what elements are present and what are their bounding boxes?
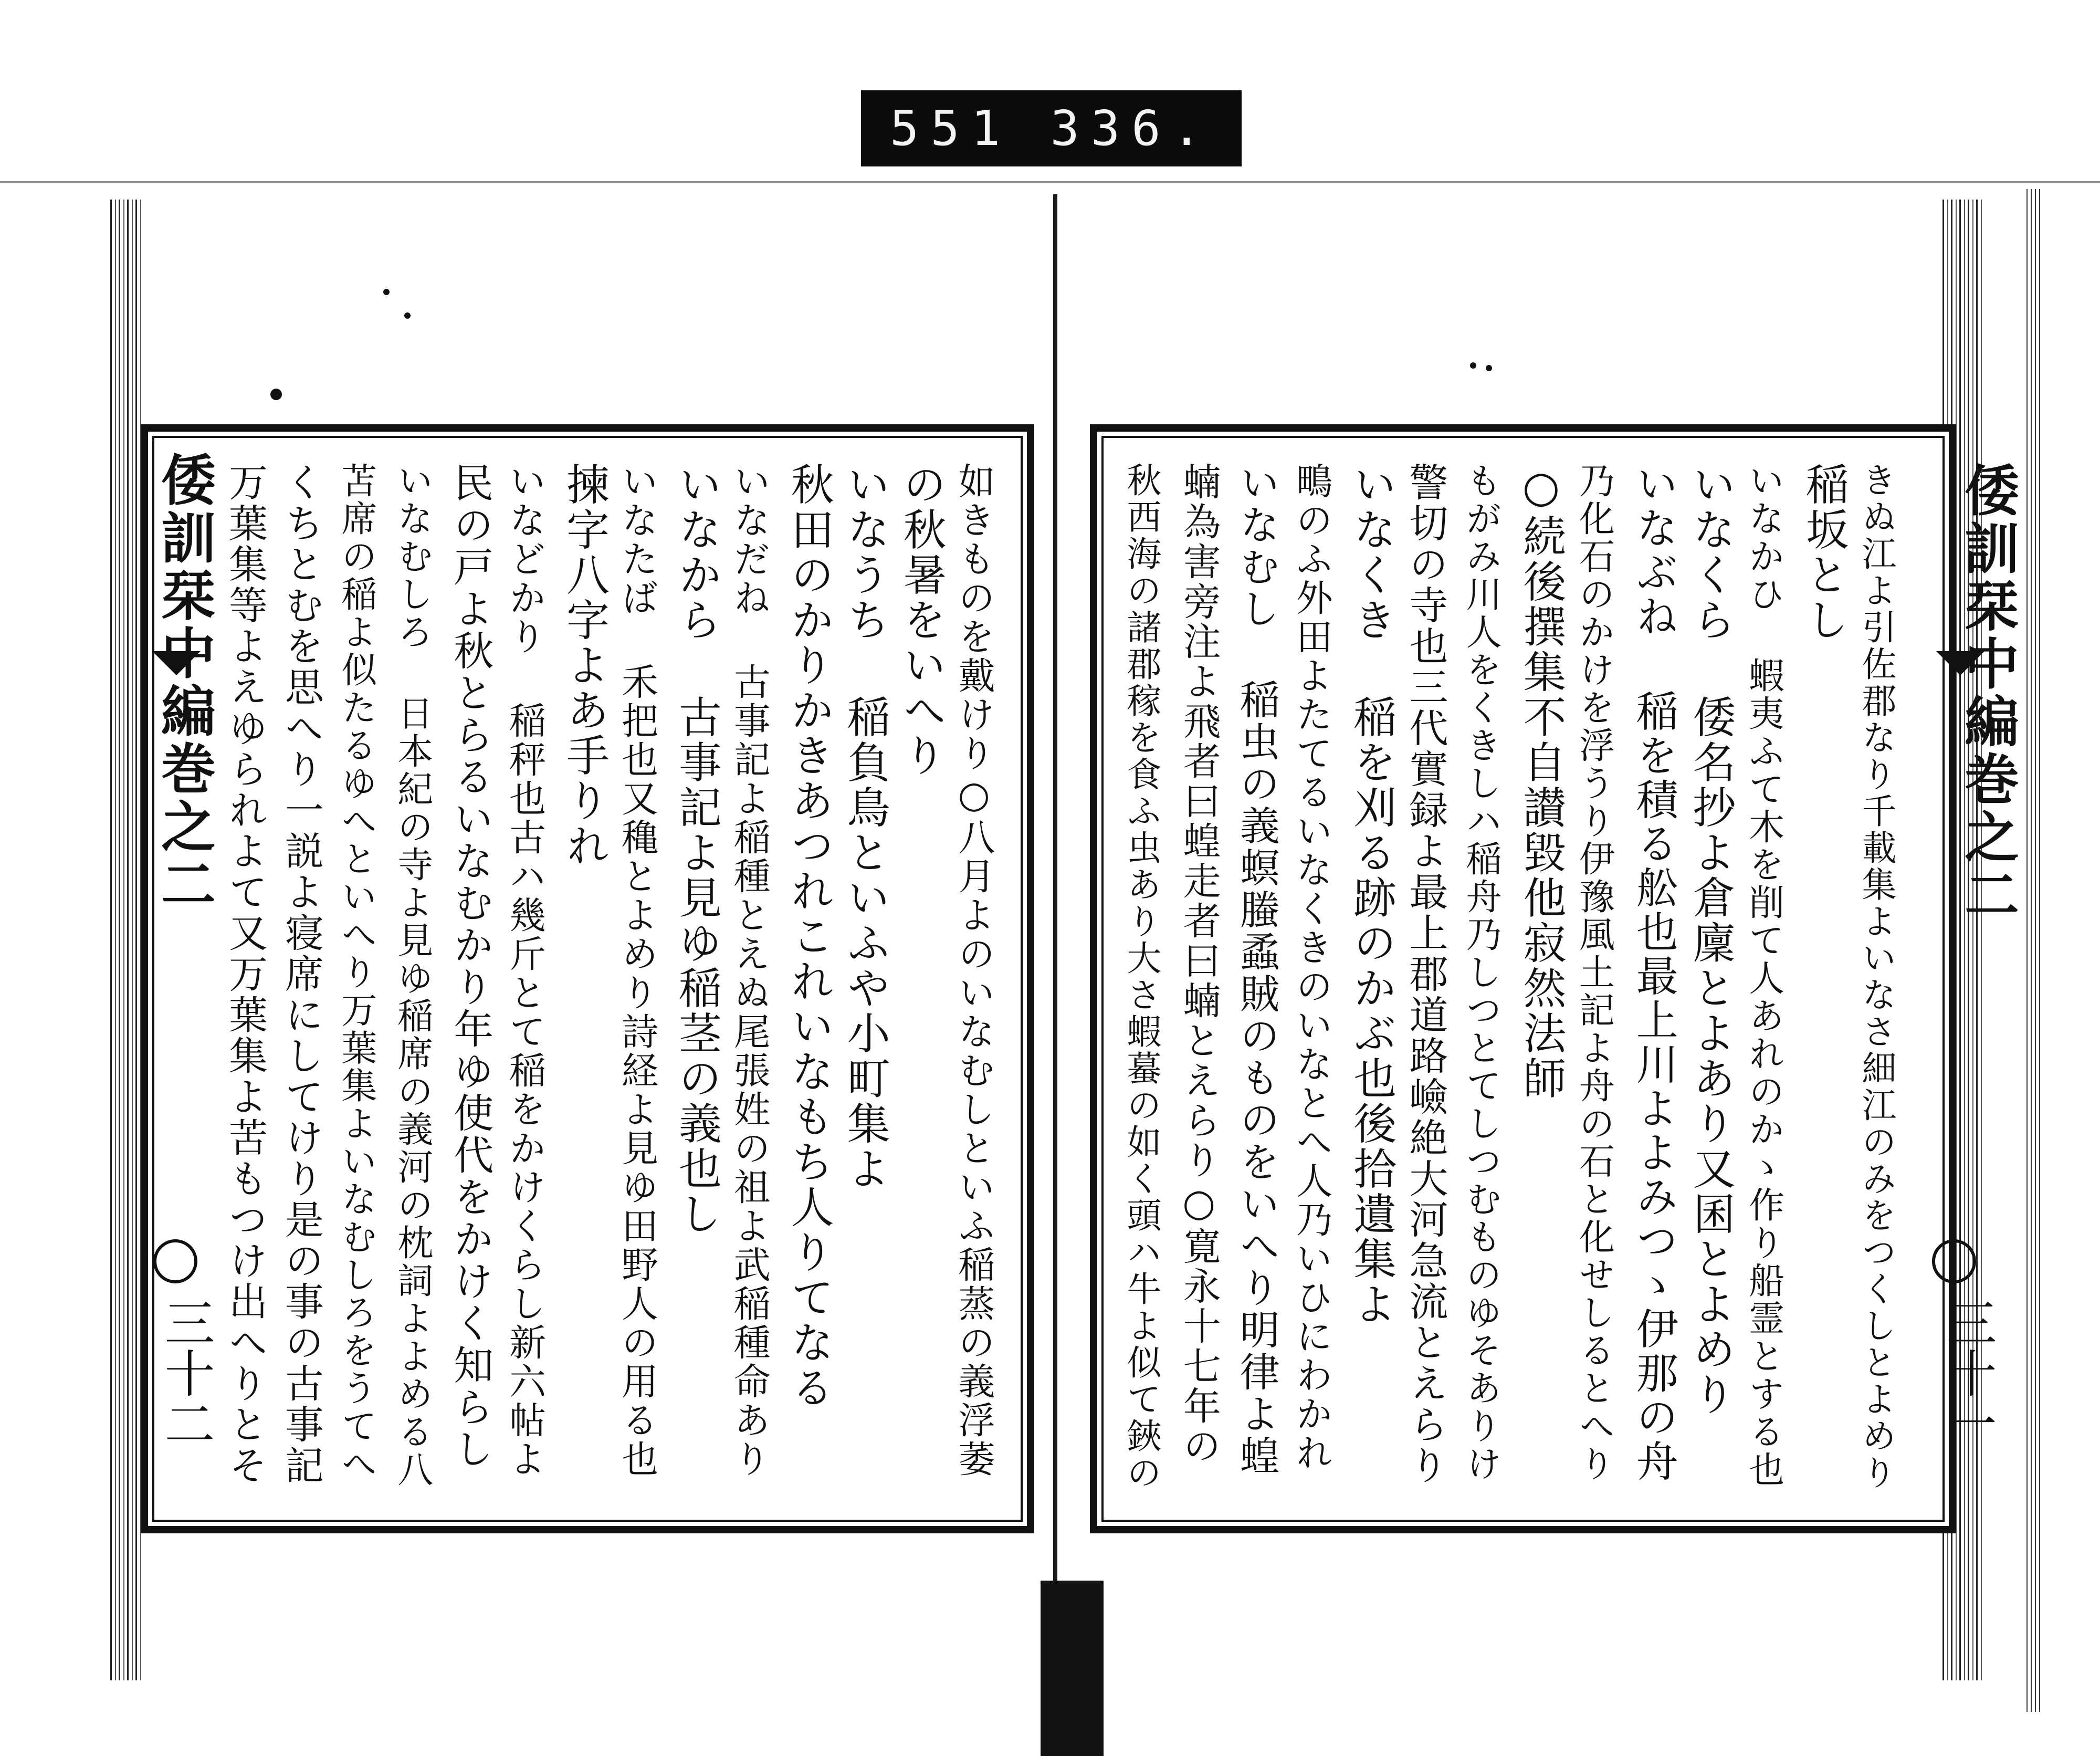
book-top-edge [0, 181, 2100, 183]
right-spine-circle [1932, 1239, 1976, 1283]
left-page-column: 秋田のかりかきあつれこれいなもち人りてなる [784, 462, 834, 1410]
left-page-column: いなから 古事記よ見ゆ稲茎の義也し [671, 462, 722, 1237]
left-page-column: 民の戸よ秋とらるいなむかり年ゆ使代をかけく知らし [447, 462, 494, 1470]
right-page-column: いなむし 稲虫の義螟螣蟊賊のものをいへり明律よ蝗 [1233, 462, 1280, 1477]
right-page-column: きぬ江よ引佐郡なり千載集よいなさ細江のみをつくしとよめり [1856, 462, 1896, 1491]
right-page-column: いなかひ 蝦夷ふて木を削て人あれのかゝ作り船霊とする也 [1742, 462, 1784, 1489]
left-page-column: いなどかり 稲秤也古ハ幾斤とて稲をかけくらし新六帖よ [503, 462, 547, 1479]
right-page-column: いなくら 倭名抄よ倉廩とよあり又囷とよめり [1685, 462, 1736, 1417]
right-page-column: ○続後撰集不自讃毀他寂然法師 [1516, 462, 1566, 1101]
right-page-number: 三十一 [1938, 1297, 1997, 1448]
right-page-column: 鴫のふ外田よたてるいなくきのいなとへ人乃いひにわかれ [1290, 462, 1334, 1472]
center-gutter [1053, 194, 1057, 1581]
left-page-column: くちとむを思へり一説よ寝席にしてけり是の事の古事記 [278, 462, 324, 1486]
left-page-column: いなたば 禾把也又穐とよめり詩経よ見ゆ田野人の用る也 [615, 462, 659, 1479]
catalog-label-right: 336. [1050, 100, 1213, 156]
right-page-column: 稲坂とし [1799, 462, 1849, 643]
left-page-column: 万葉集等よえゆられよて又万葉集よ苦もつけ出へりとそ [223, 462, 268, 1486]
catalog-label-left: 551 [890, 100, 1012, 156]
right-spine-title: 倭訓栞中編巻之二 [1955, 462, 2020, 924]
catalog-label [861, 90, 1242, 166]
left-page-column: いなうち 稲負鳥といふや小町集よ [840, 462, 890, 1191]
left-page-edge [110, 200, 142, 1680]
far-right-page-edge [2026, 189, 2042, 1712]
left-page-column: 苫席の稲よ似たるゆへといへり万葉集よいなむしろをうてへ [335, 462, 377, 1483]
left-page-number: 三十二 [156, 1297, 215, 1448]
right-page-column: いなぶね 稲を積る舩也最上川よよみつゝ伊那の舟 [1629, 462, 1678, 1483]
left-page-column: の秋暑をいへり [896, 462, 947, 778]
right-page-column: 警切の寺也三代實録よ最上郡道路嶮絶大河急流とえらり [1403, 462, 1448, 1486]
right-page-column: いなくき 稲を刈る跡のかぶ也後拾遺集よ [1346, 462, 1396, 1327]
left-page-column: いなだね 古事記よ稲種とえぬ尾張姓の祖よ武稲種命あり [728, 462, 771, 1479]
left-spine-chevron [152, 651, 201, 675]
right-page-column: 蝻為害旁注よ飛者曰蝗走者曰蝻とえらり○寛永十七年の [1177, 462, 1221, 1466]
right-page-column: 乃化石のかけを浮うり伊豫風土記よ舟の石と化せしるとへり [1573, 462, 1615, 1483]
left-page-column: 揀字八字よあ手りれ [559, 462, 610, 869]
left-page-column: いなむしろ 日本紀の寺よ見ゆ稲席の義河の枕詞よよめる八 [391, 462, 433, 1489]
left-page-column: 如きものを戴けり○八月よのいなむしといふ稲蒸の義浮萎 [952, 462, 995, 1479]
gutter-shadow [1041, 1581, 1104, 1756]
right-page-column: 秋西海の諸郡稼を食ふ虫あり大さ蝦蟇の如く頭ハ牛よ似て鋏の [1121, 462, 1161, 1491]
right-spine-chevron [1936, 651, 1984, 675]
right-page-column: もがみ川人をくきしハ稲舟乃しつとてしつむものゆそありけ [1460, 462, 1502, 1483]
left-spine-circle [153, 1239, 197, 1283]
left-spine-title: 倭訓栞中編巻之二 [152, 452, 216, 914]
